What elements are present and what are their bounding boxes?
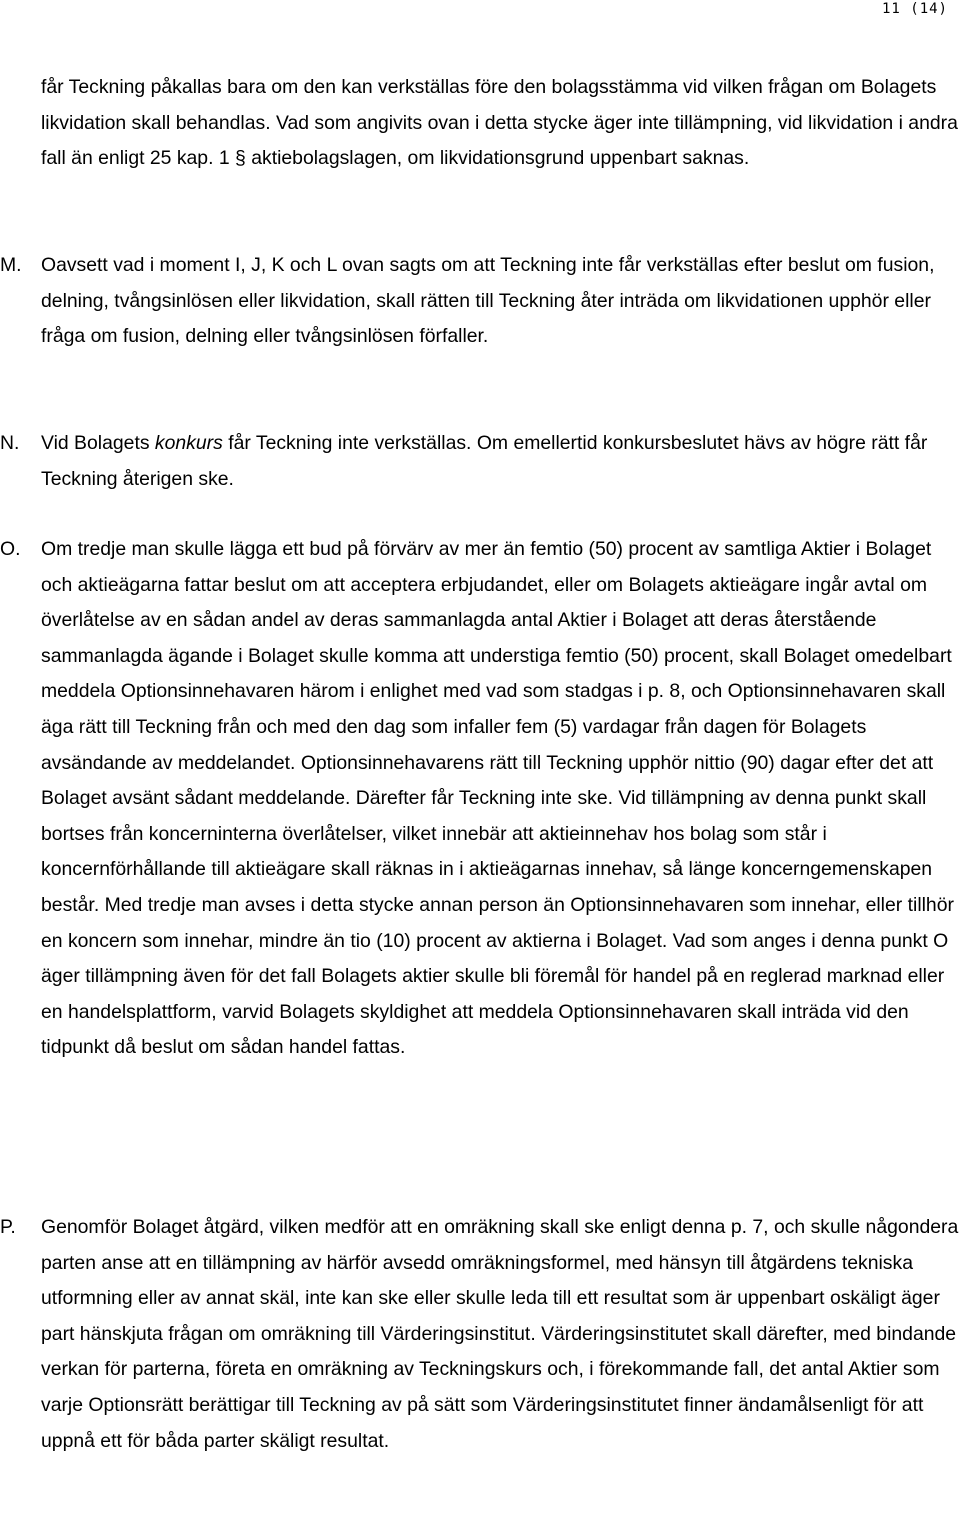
paragraph-n-label: N. — [0, 432, 20, 454]
paragraph-p-label: P. — [0, 1216, 16, 1238]
paragraph-intro-text: får Teckning påkallas bara om den kan verkställas före den bolagsstämma vid vilken frågan om Bolagets likvidation skall behandlas. Vad som angivits ovan i detta stycke äger inte tillämpning, vid likvidation i andra fall än enligt 25 kap. 1 § aktiebolagslagen, om likvidationsgrund uppenbart saknas. — [41, 76, 958, 170]
paragraph-p — [0, 1210, 960, 1459]
paragraph-n — [0, 426, 960, 497]
paragraph-o-label: O. — [0, 538, 21, 560]
paragraph-n-text — [41, 426, 960, 497]
paragraph-o — [0, 532, 960, 1066]
paragraph-n-text-italic: konkurs — [154, 432, 223, 454]
paragraph-m-text: Oavsett vad i moment I, J, K och L ovan sagts om att Teckning inte får verkställas efter beslut om fusion, delning, tvångsinlösen eller likvidation, skall rätten till Teckning åter inträda om likvidationen upphör eller fråga om fusion, delning eller tvångsinlösen förfaller. — [41, 254, 935, 348]
paragraph-n-text-before: Vid Bolagets — [41, 432, 155, 454]
paragraph-p-text: Genomför Bolaget åtgärd, vilken medför att en omräkning skall ske enligt denna p. 7, och skulle någondera parten anse att en tillämpning av härför avsedd omräkningsformel, med hänsyn till åtgärdens tekniska utformning eller av annat skäl, inte kan ske eller skulle leda till ett resultat som är uppenbart oskäligt äger part hänskjuta frågan om omräkning till Värderingsinstitut. Värderingsinstitutet skall därefter, med bindande verkan för parterna, företa en omräkning av Teckningskurs och, i förekommande fall, det antal Aktier som varje Optionsrätt berättigar till Teckning av på sätt som Värderingsinstitutet finner ändamålsenligt för att uppnå ett för båda parter skäligt resultat. — [41, 1216, 959, 1452]
paragraph-o-text: Om tredje man skulle lägga ett bud på förvärv av mer än femtio (50) procent av samtliga Aktier i Bolaget och aktieägarna fattar beslut om att acceptera erbjudandet, eller om Bolagets aktieägare ingår avtal om överlåtelse av en sådan andel av deras sammanlagda antal Aktier i Bolaget att deras återstående sammanlagda ägande i Bolaget skulle komma att understiga femtio (50) procent, skall Bolaget omedelbart meddela Optionsinnehavaren härom i enlighet med vad som stadgas i p. 8, och Optionsinnehavaren skall äga rätt till Teckning från och med den dag som infaller fem (5) vardagar från dagen för Bolagets avsändande av meddelandet. Optionsinnehavarens rätt till Teckning upphör nittio (90) dagar efter det att Bolaget avsänt sådant meddelande. Därefter får Teckning inte ske. Vid tillämpning av denna punkt skall bortses från koncerninterna överlåtelser, vilket innebär att aktieinnehav hos bolag som står i koncernförhållande till aktieägare skall räknas in i aktieägarnas innehav, så länge koncerngemenskapen består. Med tredje man avses i detta stycke annan person än Optionsinnehavaren som innehar, eller tillhör en koncern som innehar, mindre än tio (10) procent av aktierna i Bolaget. Vad som anges i denna punkt O äger tillämpning även för det fall Bolagets aktier skulle bli föremål för handel på en reglerad marknad eller en handelsplattform, varvid Bolagets skyldighet att meddela Optionsinnehavaren skall inträda vid den tidpunkt då beslut om sådan handel fattas. — [41, 538, 954, 1059]
paragraph-n-text-after: får Teckning inte verkställas. Om emellertid konkursbeslutet hävs av högre rätt får Teckning återigen ske. — [41, 432, 928, 490]
paragraph-m-label: M. — [0, 254, 22, 276]
page-number: 11 (14) — [881, 1, 948, 17]
paragraph-m — [0, 248, 960, 355]
paragraph-intro — [0, 70, 960, 177]
